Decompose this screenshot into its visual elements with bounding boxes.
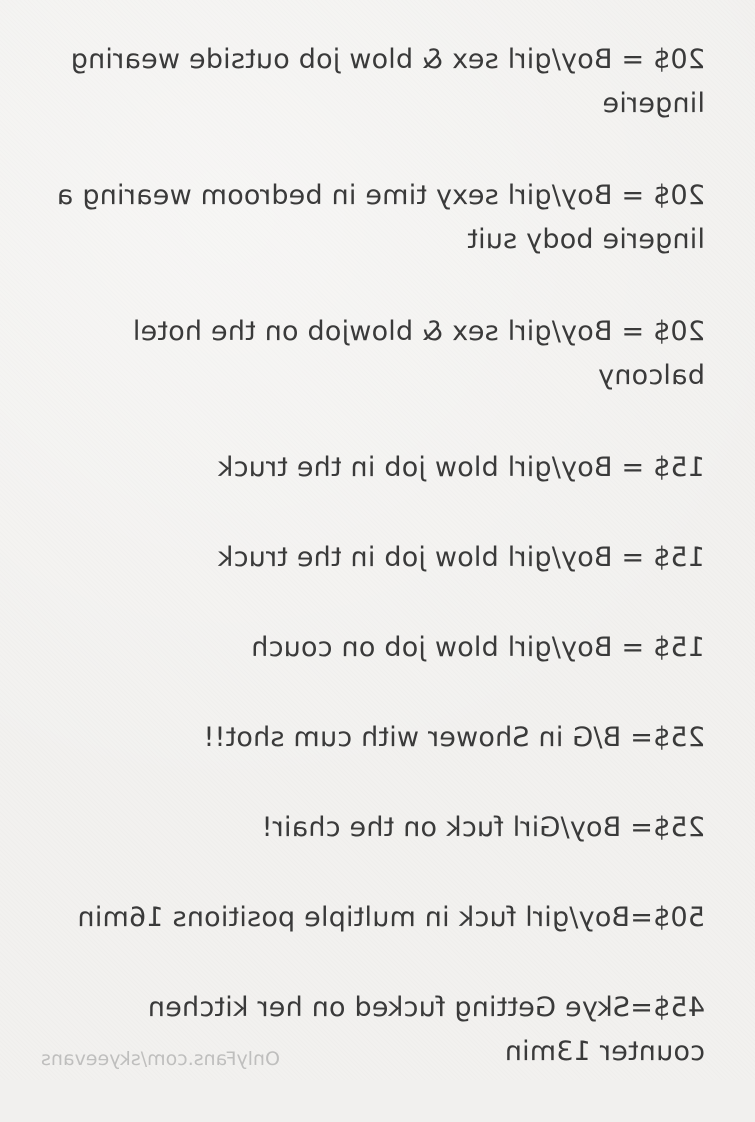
list-item: 15$ = Boy/girl blow job on couch bbox=[251, 632, 705, 663]
list-item: 20$ = Boy/girl sex & blowjob on the hotel balcony bbox=[132, 316, 705, 391]
list-item: 25$= B/G in Shower with cum shot!! bbox=[203, 722, 705, 753]
list-item: 25$= Boy/Girl fuck on the chair! bbox=[261, 812, 705, 843]
list-item: 20$ = Boy/girl sex & blow job outside wearing lingerie bbox=[70, 44, 705, 119]
list-item: 15$ = Boy/girl blow job in the truck bbox=[217, 452, 705, 483]
list-item: 50$=Boy/girl fuck in multiple positions 16min bbox=[77, 902, 705, 933]
list-item: 20$ = Boy/girl sexy time in bedroom wearing a lingerie body suit bbox=[56, 180, 705, 255]
list-item: 45$=Skye Getting fucked on her kitchen counter 13min bbox=[147, 992, 705, 1067]
list-item: 15$ = Boy/girl blow job in the truck bbox=[217, 542, 705, 573]
price-list bbox=[40, 38, 705, 1122]
watermark: OnlyFans.com/skyeevans bbox=[41, 1048, 280, 1070]
